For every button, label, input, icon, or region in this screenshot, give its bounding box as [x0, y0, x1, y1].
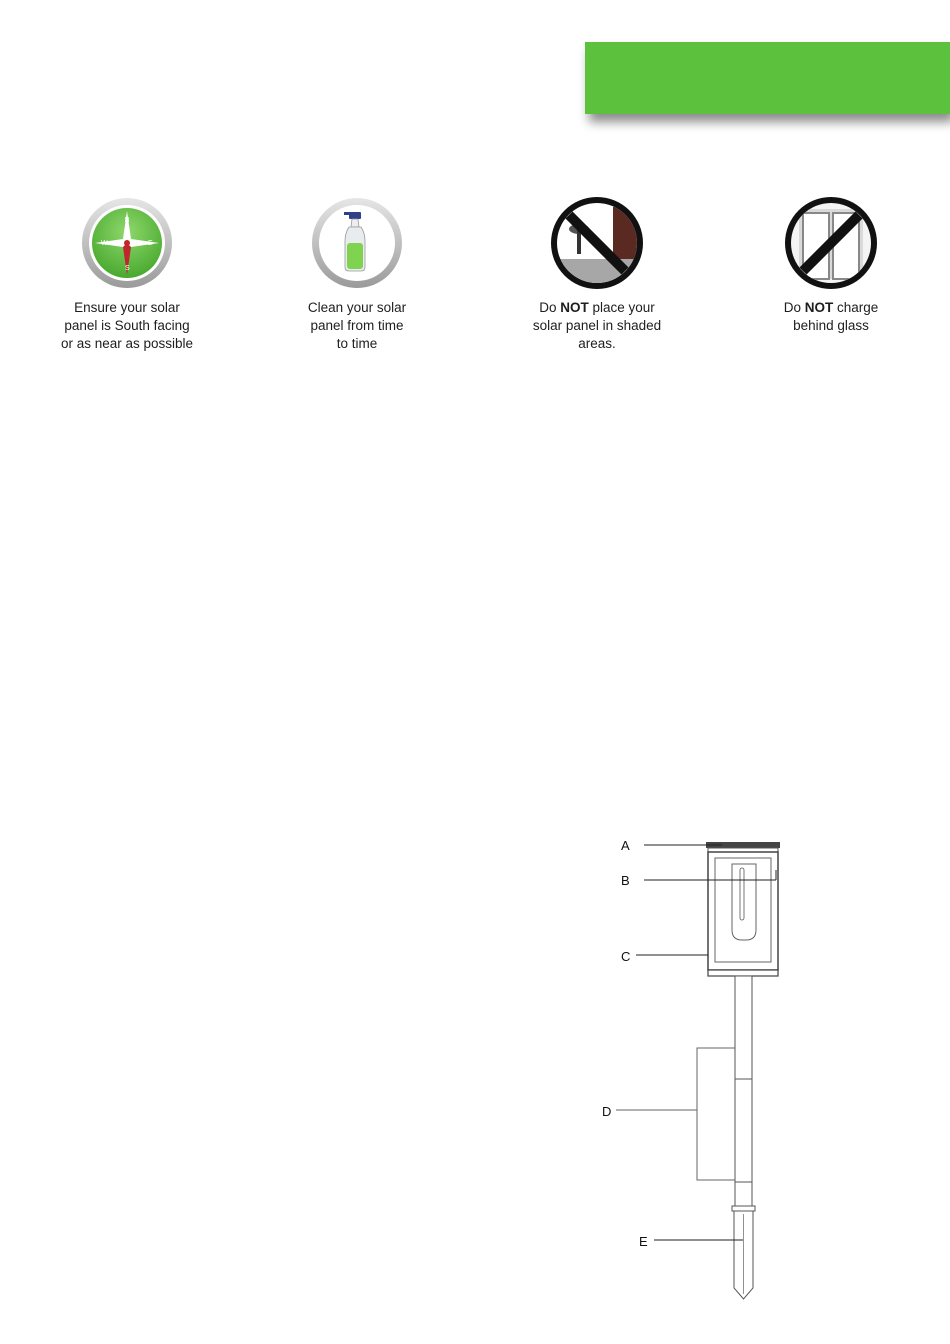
caption-line: panel from time: [310, 318, 404, 333]
caption-line: solar panel in shaded: [532, 318, 662, 333]
label-b: B: [621, 873, 630, 888]
caption-line: areas.: [578, 336, 616, 351]
compass-letter-w: W: [101, 240, 108, 247]
caption-line: or as near as possible: [60, 336, 194, 351]
caption-emphasis: NOT: [560, 300, 589, 315]
label-e: E: [639, 1234, 648, 1249]
compass-letter-n: N: [124, 217, 130, 224]
caption-line: panel is South facing: [64, 318, 190, 333]
caption-text: place your: [588, 300, 655, 315]
label-d: D: [602, 1104, 612, 1119]
caption-line: Clean your solar: [307, 300, 407, 315]
compass-letter-s: S: [125, 265, 130, 272]
pole-section-middle: [735, 1079, 752, 1182]
caption-text: Do: [539, 300, 561, 315]
lantern-base: [708, 970, 778, 976]
caption-text: charge: [833, 300, 879, 315]
caption-line: behind glass: [793, 318, 869, 333]
bracket-d: [697, 1048, 735, 1180]
caption-emphasis: NOT: [804, 300, 834, 315]
pole-section-top: [735, 976, 752, 1079]
caption-line: to time: [336, 336, 378, 351]
compass-letter-e: E: [148, 240, 153, 247]
caption-line: Ensure your solar: [74, 300, 180, 315]
pole-section-bottom: [735, 1182, 752, 1206]
label-c: C: [621, 949, 631, 964]
caption-text: Do: [783, 300, 805, 315]
stake-collar: [732, 1206, 755, 1211]
bulb-filament: [740, 868, 744, 920]
label-a: A: [621, 838, 630, 853]
